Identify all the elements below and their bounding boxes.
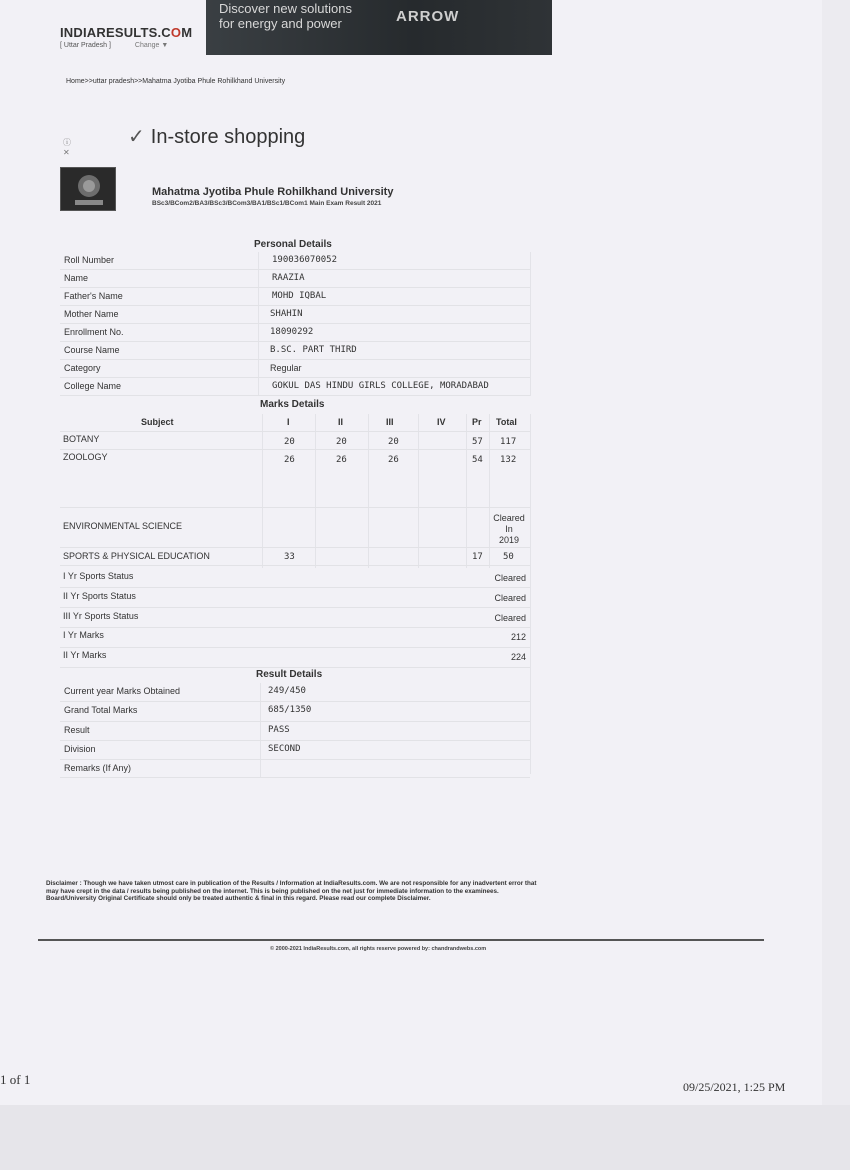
site-logo[interactable]: INDIARESULTS.COM: [60, 25, 193, 40]
sports-status-2: Cleared: [494, 593, 526, 603]
info-icon[interactable]: ⓘ: [63, 138, 71, 147]
mother-name-value: SHAHIN: [270, 309, 303, 319]
table-row: Course Name B.SC. PART THIRD: [60, 342, 530, 360]
col-iii-header: III: [386, 417, 394, 427]
marks-right-border: [530, 414, 531, 774]
table-row: Division SECOND: [60, 741, 530, 760]
category-value: Regular: [270, 363, 302, 373]
table-row: Roll Number 190036070052: [60, 252, 530, 270]
table-row: Enrollment No. 18090292: [60, 324, 530, 342]
col-i-header: I: [287, 417, 290, 427]
state-label: [ Uttar Pradesh ]: [60, 42, 111, 49]
table-row: Grand Total Marks 685/1350: [60, 702, 530, 722]
table-row: College Name GOKUL DAS HINDU GIRLS COLLEGE, MORADABAD: [60, 378, 530, 396]
table-row: [60, 628, 530, 648]
table-row: Name RAAZIA: [60, 270, 530, 288]
scan-paper-edge: [822, 0, 850, 1105]
ad-banner[interactable]: [206, 0, 552, 55]
exam-title: BSc3/BCom2/BA3/BSc3/BCom3/BA1/BSc1/BCom1 Main Exam Result 2021: [152, 200, 382, 207]
col-total-header: Total: [496, 417, 517, 427]
college-value: GOKUL DAS HINDU GIRLS COLLEGE, MORADABAD: [272, 381, 489, 391]
print-page-count: 1 of 1: [0, 1072, 31, 1087]
change-state-link[interactable]: Change ▼: [134, 42, 169, 49]
table-row: Remarks (If Any): [60, 760, 530, 778]
subject-header: Subject: [141, 417, 174, 427]
subject-sports: SPORTS & PHYSICAL EDUCATION: [63, 551, 210, 561]
sports-status-1: Cleared: [494, 573, 526, 583]
year2-marks: 224: [510, 652, 526, 662]
env-status: Cleared In 2019: [493, 513, 525, 545]
marks-details-title: Marks Details: [260, 399, 325, 410]
table-row: Result PASS: [60, 722, 530, 741]
checkmark-icon: ✓: [128, 126, 145, 148]
footer-divider: [38, 939, 764, 941]
personal-details-title: Personal Details: [254, 239, 332, 250]
table-row: [60, 450, 530, 508]
personal-right-border: [530, 252, 531, 396]
result-value: PASS: [268, 725, 290, 735]
close-icon[interactable]: ✕: [63, 148, 70, 157]
col-pr-header: Pr: [472, 417, 482, 427]
year1-marks: 212: [510, 632, 526, 642]
grand-total-value: 685/1350: [268, 705, 312, 715]
table-row: Current year Marks Obtained 249/450: [60, 683, 530, 702]
result-details-title: Result Details: [256, 669, 323, 680]
table-row: Father's Name MOHD IQBAL: [60, 288, 530, 306]
ad-choice-icons[interactable]: [63, 138, 71, 158]
ad-headline: Discover new solutions for energy and power: [219, 1, 352, 31]
print-datetime: 09/25/2021, 1:25 PM: [683, 1080, 786, 1094]
scan-bottom-strip: [0, 1105, 850, 1170]
state-selector: [60, 42, 168, 49]
subject-botany: BOTANY: [63, 434, 100, 444]
university-crest-icon: [60, 167, 116, 211]
disclaimer-text[interactable]: Disclaimer : Though we have taken utmost care in publication of the Results / Information at IndiaResults.com. We are not responsible for any inadvertent error that may have crept in the data / results being published on the internet. This is being published on the net just for immediate information to the examinees. Board/University Original Certificate should only be treated authentic & final in this regard. Please read our complete Disclaimer.: [46, 880, 537, 902]
table-row: Mother Name SHAHIN: [60, 306, 530, 324]
sports-status-3: Cleared: [494, 613, 526, 623]
table-row: [60, 648, 530, 668]
name-value: RAAZIA: [272, 273, 305, 283]
breadcrumb[interactable]: Home>>uttar pradesh>>Mahatma Jyotiba Phule Rohilkhand University: [66, 78, 286, 85]
table-row: [60, 432, 530, 450]
subject-environmental-science: ENVIRONMENTAL SCIENCE: [63, 521, 183, 531]
col-ii-header: II: [338, 417, 344, 427]
division-value: SECOND: [268, 744, 301, 754]
marks-header-row: [60, 414, 530, 432]
university-name: Mahatma Jyotiba Phule Rohilkhand University: [152, 186, 394, 198]
table-row: Category Regular: [60, 360, 530, 378]
copyright-text: © 2000-2021 IndiaResults.com, all rights reserve powered by: chandrandwebs.com: [270, 946, 487, 952]
ad-brand-logo: ARROW: [396, 8, 460, 25]
subject-zoology: ZOOLOGY: [63, 452, 108, 462]
course-value: B.SC. PART THIRD: [270, 345, 357, 355]
roll-number-value: 190036070052: [272, 255, 338, 265]
instore-shopping-label: ✓ In-store shopping: [128, 126, 306, 148]
father-name-value: MOHD IQBAL: [272, 291, 327, 301]
enrollment-value: 18090292: [270, 327, 314, 337]
col-iv-header: IV: [437, 417, 446, 427]
current-marks-value: 249/450: [268, 686, 306, 696]
